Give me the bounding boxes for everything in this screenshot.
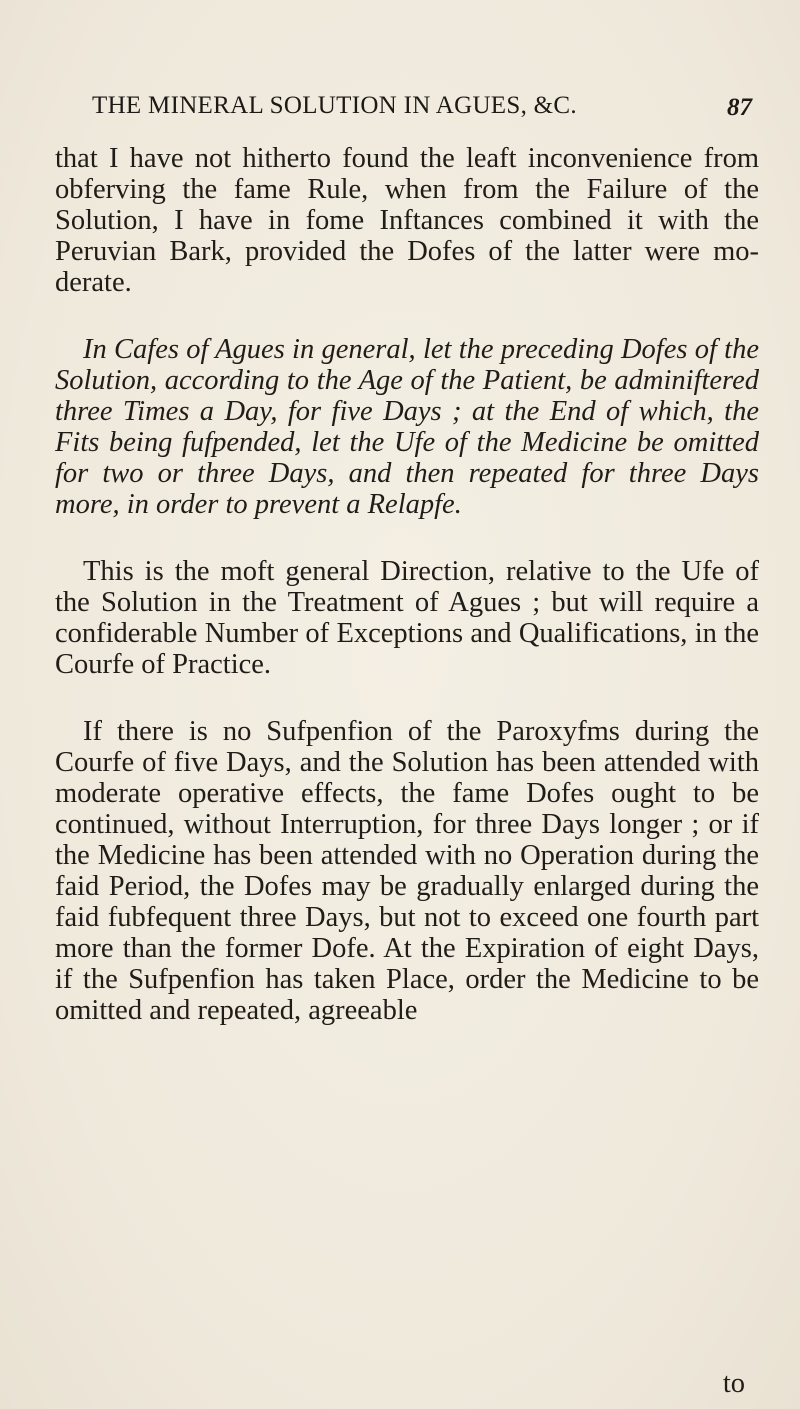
page-header xyxy=(92,92,752,128)
paragraph-continuation: that I have not hitherto found the leaft inconvenience from obferving the fame Rule, when from the Failure of the Solution, I have in fome Inftances combined it with the Peruvian Bark, provided the Dofes of the latter were moderate. xyxy=(55,143,759,298)
catchword: to xyxy=(722,1368,745,1399)
paragraph-general-direction: This is the moft general Direction, relative to the Ufe of the Solution in the Treatment of Agues ; but will require a confiderable Number of Exceptions and Qualifications, in the Courfe of Practice. xyxy=(55,556,759,680)
paragraph-no-suspension: If there is no Sufpenfion of the Paroxyfms during the Courfe of five Days, and the Solution has been attended with moderate operative effects, the fame Dofes ought to be continued, without Interruption, for three Days longer ; or if the Medicine has been attended with no Operation during the faid Period, the Dofes may be gradually enlarged during the faid fubfequent three Days, but not to exceed one fourth part more than the former Dofe. At the Expiration of eight Days, if the Sufpenfion has taken Place, order the Medicine to be omitted and repeated, agreeable xyxy=(55,716,759,1026)
page-number: 87 xyxy=(727,94,752,121)
body-text xyxy=(55,143,759,1026)
running-head: THE MINERAL SOLUTION IN AGUES, &C. xyxy=(92,92,577,119)
paragraph-italic-directions: In Cafes of Agues in general, let the preceding Dofes of the Solution, according to the Age of the Patient, be adminiftered three Times a Day, for five Days ; at the End of which, the Fits being fufpended, let the Ufe of the Medicine be omitted for two or three Days, and then repeated for three Days more, in order to prevent a Relapfe. xyxy=(55,334,759,520)
